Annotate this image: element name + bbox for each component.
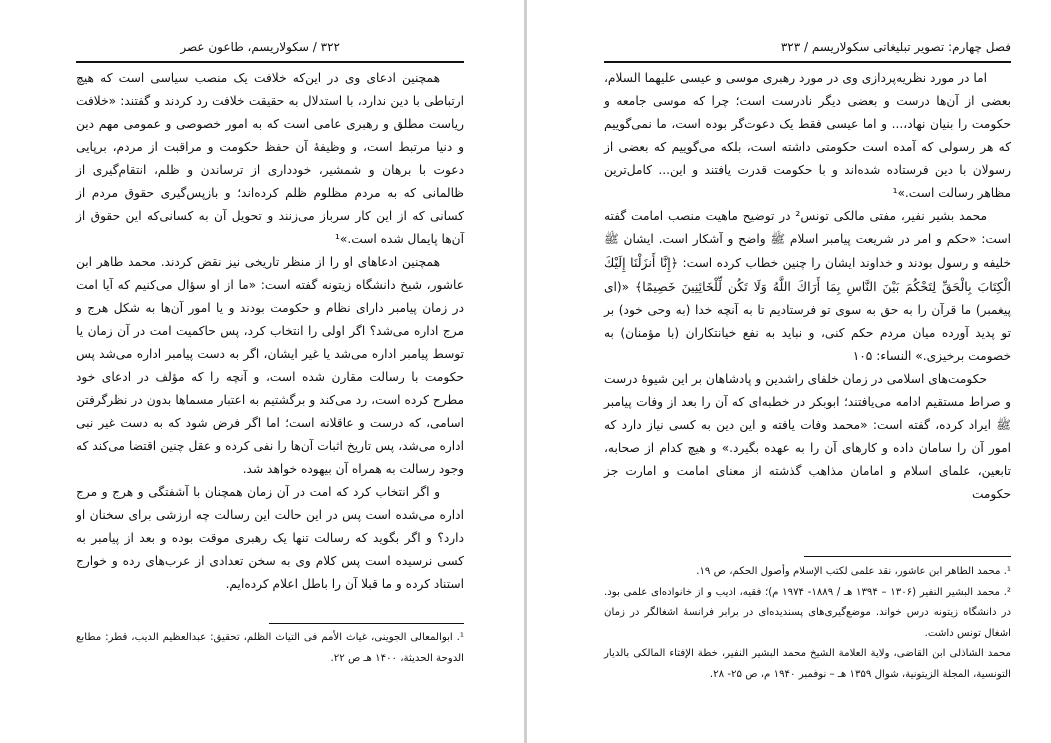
page-body — [604, 67, 1011, 506]
right-page — [527, 0, 1051, 743]
page-header: فصل چهارم: تصویر تبلیغاتی سکولاریسم / ۳۲۳ — [780, 40, 1011, 54]
paragraph-lead: محمد بشیر نفیر، مفتی مالکی تونس² در توضیح ماهیت منصب امامت گفته است: «حکم و امر در شریعت پیامبر اسلام ﷺ واضح و آشکار است. ایشان ﷺ خلیفه و رسول بودند و خداوند ایشان را چنین خطاب کرده است: — [604, 209, 1011, 270]
footnote: ¹. محمد الطاهر ابن عاشور، نقد علمی لکتب الإسلام وأصول الحکم، ص ۱۹. — [696, 566, 1011, 577]
paragraph: همچنین ادعای وی در این‌که خلافت یک منصب سیاسی است که هیچ ارتباطی با دین ندارد، با استدلال به حقیقت خلافت رد کردند و گفتند: «خلافت ریاست مطلق و رهبری عامی است که به امور خصوصی و عمومی مهم دین و دنیا مرتبط است، و وظیفهٔ آن حفظ حکومت و مراقبت از مردم، برپایی دعوت با برهان و شمشیر، خودداری از ترساندن و ظلم، انتقام‌گیری از ظالمانی که به مردم مظلوم ظلم کرده‌اند؛ و بازپس‌گیری حقوق مردم از کسانی که از این کار سرباز می‌زنند و تحویل آن به کسانی‌که این حقوق از آن‌ها پایمال شده است.»¹ — [76, 71, 464, 246]
quran-verse: ﴿إِنَّا أَنزَلْنَا إِلَيْكَ الْكِتَابَ بِالْحَقِّ لِتَحْكُمَ بَيْنَ النَّاسِ بِمَا أَرَاكَ اللَّهُ وَلَا تَكُن لِّلْخَائِنِينَ خَصِيمًا﴾ — [604, 255, 1011, 294]
paragraph: همچنین ادعاهای او را از منظر تاریخی نیز نقض کردند. محمد طاهر ابن عاشور، شیخ دانشگاه زیتونه گفته است: «ما از او سؤال می‌کنیم که آیا امت در زمان پیامبر دارای نظام و حکومت بودند و یا امور آن‌ها به شکل هرج و مرج اداره می‌شد؟ اگر اولی را انتخاب کرد، پس حاکمیت امت در آن زمان یا توسط پیامبر اداره می‌شد یا غیر ایشان، اگر به دست پیامبر اداره می‌شد پس حکومت با رسالت مقارن شده است، و آنچه را که مؤلف در ادعای خود مطرح کرده است، رد می‌کند و برگشتیم به اعتبار مسماها بدون در نظرگرفتن اسامی، که درست و عاقلانه است؛ اما اگر فرض شود که به دست غیر نبی اداره می‌شد، پس تاریخ اثبات آن‌ها را نفی کرده و عقل چنین اقتضا می‌کند که وجود رسالت به همراه آن بیهوده خواهد شد. — [76, 255, 464, 476]
page-header: ۳۲۲ / سکولاریسم، طاعون عصر — [180, 40, 340, 54]
paragraph — [604, 205, 1011, 368]
header-rule — [76, 61, 464, 63]
left-page — [0, 0, 525, 743]
footnote: ². محمد البشیر النفیر (۱۳۰۶ – ۱۳۹۴ هـ / ۱۸۸۹- ۱۹۷۴ م)؛ فقیه، ادیب و از خانواده‌ای علمی بود. در دانشگاه زیتونه درس خواند. موضع‌گیری‌های پسندیده‌ای در برابر فرانسهٔ اشغالگر در زمان اشغال تونس داشت. — [604, 586, 1011, 639]
footnotes — [76, 628, 464, 669]
footnote: ¹. ابوالمعالی الجوینی، غیاث الأمم فی التیاث الظلم، تحقیق: عبدالعظیم الدیب، قطر: مطابع الدوحة الحدیثة، ۱۴۰۰ هـ ص ۲۲. — [76, 632, 464, 664]
footnote-rule — [269, 623, 464, 624]
paragraph: حکومت‌های اسلامی در زمان خلفای راشدین و پادشاهان بر این شیوهٔ درست و صراط مستقیم ادامه می‌یافتند؛ ابوبکر در خطبه‌ای که آن را بعد از وفات پیامبر ﷺ ایراد کرده، گفته است: «محمد وفات یافته و این دین به کسی نیاز دارد که امور آن را سامان داده و کارهای آن را به عهده بگیرد.» و هیچ کدام از صحابه، تابعین، علمای اسلام و امامان مذاهب گذشته از معنای امامت و امارت جز حکومت — [604, 372, 1011, 501]
footnote: محمد الشاذلی ابن القاضی، ولایة العلامة الشیخ محمد البشیر النفیر، خطة الإفتاء المالکی بالدیار التونسیة، المجلة الزیتونیة، شوال ۱۳۵۹ هـ – نوفمبر ۱۹۴۰ م، ص ۲۵- ۲۸. — [604, 648, 1011, 680]
paragraph: و اگر انتخاب کرد که امت در آن زمان همچنان با آشفتگی و هرج و مرج اداره می‌شده است پس در این حالت این رسالت چه ارزشی برای سخنان او دارد؟ و اگر بگوید که رسالت تنها یک رهبری موقت بوده و بعد از پیامبر به کسی نرسیده است پس کلام وی به سخن تعدادی از عرب‌های رده و خوارج استناد کرده و ما قبلا آن را باطل اعلام کرده‌ایم. — [76, 485, 464, 591]
footnote-rule — [804, 556, 1011, 557]
verse-translation: «(ای پیغمبر) ما قرآن را به حق به سوی تو فرستادیم تا به آنچه خدا (به وحی خود) بر تو پدید آورده میان مردم حکم کنی، و نباید به نفع خیانتکاران (با مؤمنان) به خصومت برخیزی.» النساء: ۱۰۵ — [604, 280, 1011, 363]
paragraph: اما در مورد نظریه‌پردازی وی در مورد رهبری موسی و عیسی علیهما السلام، بعضی از آن‌ها درست و بعضی دیگر نادرست است؛ چرا که موسی جامعه و حکومت را بنیان نهاد،... و اما عیسی فقط یک دعوت‌گر بوده است، ما نمی‌گوییم که هر رسولی که آمده است حکومتی داشته است، بلکه می‌گوییم که بعضی از رسولان با دین فرستاده شده‌اند و با حکومت قدرت یافتند و این... کامل‌ترین مظاهر رسالت است.»¹ — [604, 71, 1011, 200]
header-rule — [604, 61, 1011, 63]
footnotes — [604, 562, 1011, 685]
page-body — [76, 67, 464, 596]
